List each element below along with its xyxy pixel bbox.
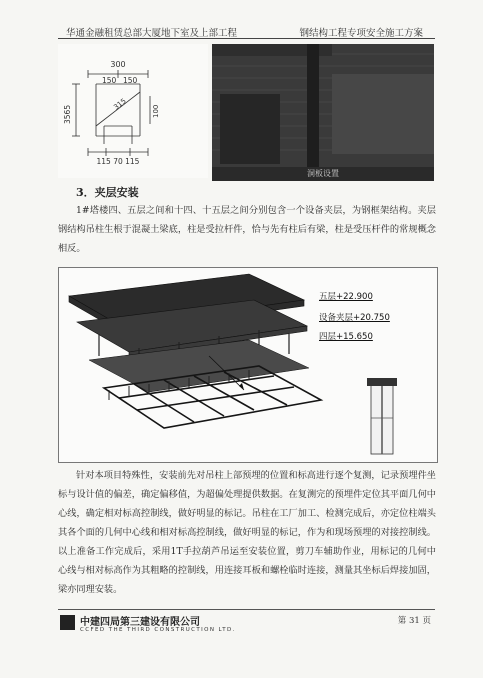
dim-top-total: 300	[110, 60, 126, 69]
header-project-title: 华通金融租赁总部大厦地下室及上部工程	[66, 28, 238, 39]
dimension-drawing-svg	[58, 44, 208, 178]
company-logo-icon	[60, 615, 75, 630]
page-number: 第 31 页	[397, 616, 431, 626]
dim-top-left: 150	[102, 76, 117, 85]
structure-3d-figure	[58, 267, 438, 463]
section-title: 3．夹层安装	[76, 186, 139, 199]
rendered-model-image	[212, 44, 434, 181]
rendered-model-svg	[212, 44, 434, 181]
paragraph-2: 针对本项目特殊性，安装前先对吊柱上部预埋的位置和标高进行逐个复测，记录预埋件坐标与设计值的偏差，确定偏移值，为超偏处理提供数据。在复测完的预埋件定位其平面几何中心线，确定相对标高控制线，做好明显的标记。吊柱在工厂加工、检测完成后，亦定位柱端头其各个面的几何中心线和相对标高控制线，做好明显的标记，作为和现场预埋的对接控制线。以上准备工作完成后，采用1T手拉葫芦吊运至安装位置，剪刀车辅助作业，用标记的几何中心线与相对标高作为其粗略的控制线，用连接耳板和螺栓临时连接，测量其坐标后焊接加固，梁亦同理安装。	[58, 470, 436, 595]
dim-right-inner: 100	[152, 104, 160, 118]
paragraph-1: 1#塔楼四、五层之间和十四、十五层之间分别包含一个设备夹层，为钢框架结构。夹层钢结构吊柱生根于混凝土梁底，柱是受拉杆件，恰与先有柱后有梁，柱是受压杆件的常规概念相反。	[58, 205, 436, 254]
label-floor-5: 五层+22.900	[319, 292, 373, 302]
dim-top-right: 150	[123, 76, 138, 85]
footer-company-en: CCFED THE THIRD CONSTRUCTION LTD.	[80, 627, 236, 633]
header-doc-title: 钢结构工程专项安全施工方案	[299, 28, 423, 39]
header-rule	[58, 38, 435, 39]
structure-3d-svg	[59, 268, 437, 462]
figure-caption: 洞板设置	[212, 167, 434, 181]
dim-bottom: 115 70 115	[96, 157, 140, 166]
dimension-drawing	[58, 44, 208, 178]
dim-left-height: 3565	[63, 104, 72, 124]
footer-company-cn: 中建四局第三建设有限公司	[80, 617, 200, 628]
label-floor-4: 四层+15.650	[319, 332, 373, 342]
dim-diagonal: 315	[112, 97, 128, 112]
label-mezzanine: 设备夹层+20.750	[319, 313, 390, 323]
footer-rule	[58, 609, 435, 610]
